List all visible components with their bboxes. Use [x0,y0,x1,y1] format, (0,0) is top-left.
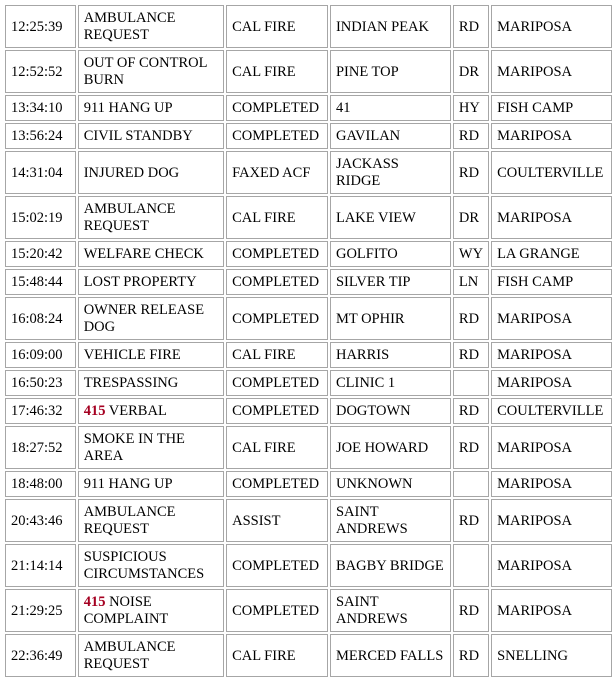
call-time: 16:50:23 [5,370,76,396]
call-disposition: COMPLETED [226,544,328,587]
city: FISH CAMP [491,269,612,295]
table-row [5,269,612,295]
call-disposition: COMPLETED [226,398,328,424]
city: MARIPOSA [491,499,612,542]
street-name: INDIAN PEAK [330,5,451,48]
street-name: JACKASS RIDGE [330,151,451,194]
call-time: 15:48:44 [5,269,76,295]
call-time: 20:43:46 [5,499,76,542]
call-disposition: CAL FIRE [226,634,328,677]
table-row [5,426,612,469]
call-disposition: COMPLETED [226,269,328,295]
call-description-text: AMBULANCE REQUEST [83,504,176,537]
street-name: GOLFITO [330,241,451,267]
street-name: PINE TOP [330,50,451,93]
call-description [78,398,224,424]
street-suffix: RD [453,123,489,149]
street-name: DOGTOWN [330,398,451,424]
call-description-text: NOISE COMPLAINT [83,594,169,627]
call-time: 16:09:00 [5,342,76,368]
call-time: 16:08:24 [5,297,76,340]
penal-code: 415 [83,594,106,610]
street-suffix: LN [453,269,489,295]
call-description [78,634,224,677]
call-disposition: CAL FIRE [226,342,328,368]
call-description [78,241,224,267]
call-description [78,297,224,340]
call-disposition: COMPLETED [226,297,328,340]
call-disposition: FAXED ACF [226,151,328,194]
street-suffix: DR [453,50,489,93]
call-description [78,196,224,239]
call-description [78,269,224,295]
city: MARIPOSA [491,471,612,497]
street-name: MT OPHIR [330,297,451,340]
street-name: GAVILAN [330,123,451,149]
call-description [78,370,224,396]
penal-code: 415 [83,403,106,419]
call-disposition: CAL FIRE [226,5,328,48]
call-disposition: ASSIST [226,499,328,542]
street-name: LAKE VIEW [330,196,451,239]
street-name: SILVER TIP [330,269,451,295]
table-row [5,342,612,368]
table-row [5,398,612,424]
city: MARIPOSA [491,123,612,149]
street-name: SAINT ANDREWS [330,589,451,632]
call-time: 15:02:19 [5,196,76,239]
call-description-text: AMBULANCE REQUEST [83,201,176,234]
call-disposition: CAL FIRE [226,50,328,93]
street-name: 41 [330,95,451,121]
city: COULTERVILLE [491,398,612,424]
table-row [5,471,612,497]
call-disposition: COMPLETED [226,370,328,396]
table-row [5,196,612,239]
call-disposition: COMPLETED [226,471,328,497]
call-description-text: OWNER RELEASE DOG [83,302,205,335]
call-description [78,544,224,587]
call-time: 18:48:00 [5,471,76,497]
table-row [5,123,612,149]
call-time: 13:56:24 [5,123,76,149]
call-disposition: CAL FIRE [226,426,328,469]
call-time: 21:29:25 [5,589,76,632]
call-description-text: 911 HANG UP [83,476,173,492]
call-description-text: SUSPICIOUS CIRCUMSTANCES [83,549,205,582]
table-row [5,499,612,542]
call-description-text: CIVIL STANDBY [83,128,193,144]
city: LA GRANGE [491,241,612,267]
call-description-text: INJURED DOG [83,164,180,181]
table-row [5,297,612,340]
call-disposition: COMPLETED [226,95,328,121]
street-suffix: RD [453,589,489,632]
call-description [78,123,224,149]
city: COULTERVILLE [491,151,612,194]
street-suffix [453,471,489,497]
call-description [78,499,224,542]
call-disposition: CAL FIRE [226,196,328,239]
table-row [5,95,612,121]
call-disposition: COMPLETED [226,123,328,149]
street-name: HARRIS [330,342,451,368]
city: MARIPOSA [491,5,612,48]
table-row [5,634,612,677]
street-name: JOE HOWARD [330,426,451,469]
city: MARIPOSA [491,297,612,340]
call-time: 12:52:52 [5,50,76,93]
street-suffix: RD [453,634,489,677]
table-row [5,241,612,267]
call-description [78,50,224,93]
street-suffix: RD [453,5,489,48]
call-time: 13:34:10 [5,95,76,121]
call-time: 18:27:52 [5,426,76,469]
city: MARIPOSA [491,50,612,93]
city: MARIPOSA [491,370,612,396]
table-row [5,151,612,194]
call-description-text: WELFARE CHECK [83,246,204,262]
table-row [5,5,612,48]
call-description-text: 911 HANG UP [83,100,173,116]
table-row [5,589,612,632]
call-description-text: AMBULANCE REQUEST [83,639,176,672]
street-suffix: HY [453,95,489,121]
city: MARIPOSA [491,196,612,239]
street-suffix [453,370,489,396]
street-suffix: RD [453,151,489,194]
call-time: 12:25:39 [5,5,76,48]
street-name: BAGBY BRIDGE [330,544,451,587]
call-time: 15:20:42 [5,241,76,267]
street-suffix: RD [453,499,489,542]
table-row [5,50,612,93]
call-log-table [3,3,614,679]
call-time: 17:46:32 [5,398,76,424]
city: MARIPOSA [491,342,612,368]
table-row [5,544,612,587]
street-suffix: DR [453,196,489,239]
call-description-text: TRESPASSING [83,375,179,391]
call-description [78,5,224,48]
call-disposition: COMPLETED [226,241,328,267]
call-description [78,95,224,121]
table-row [5,370,612,396]
call-description-text: VERBAL [105,403,167,419]
street-suffix: RD [453,342,489,368]
call-description [78,151,224,194]
call-time: 22:36:49 [5,634,76,677]
city: MARIPOSA [491,589,612,632]
street-name: UNKNOWN [330,471,451,497]
street-name: CLINIC 1 [330,370,451,396]
street-name: MERCED FALLS [330,634,451,677]
city: MARIPOSA [491,544,612,587]
city: SNELLING [491,634,612,677]
call-log-body [5,5,612,677]
call-description [78,471,224,497]
call-disposition: COMPLETED [226,589,328,632]
call-description [78,342,224,368]
street-suffix: RD [453,426,489,469]
call-description [78,426,224,469]
call-description-text: OUT OF CONTROL BURN [83,55,207,88]
call-description [78,589,224,632]
street-suffix: WY [453,241,489,267]
street-name: SAINT ANDREWS [330,499,451,542]
call-time: 14:31:04 [5,151,76,194]
street-suffix: RD [453,297,489,340]
city: MARIPOSA [491,426,612,469]
city: FISH CAMP [491,95,612,121]
call-time: 21:14:14 [5,544,76,587]
call-description-text: SMOKE IN THE AREA [83,431,185,464]
call-description-text: AMBULANCE REQUEST [83,10,176,43]
street-suffix [453,544,489,587]
street-suffix: RD [453,398,489,424]
call-description-text: LOST PROPERTY [83,274,197,290]
call-description-text: VEHICLE FIRE [83,347,181,363]
